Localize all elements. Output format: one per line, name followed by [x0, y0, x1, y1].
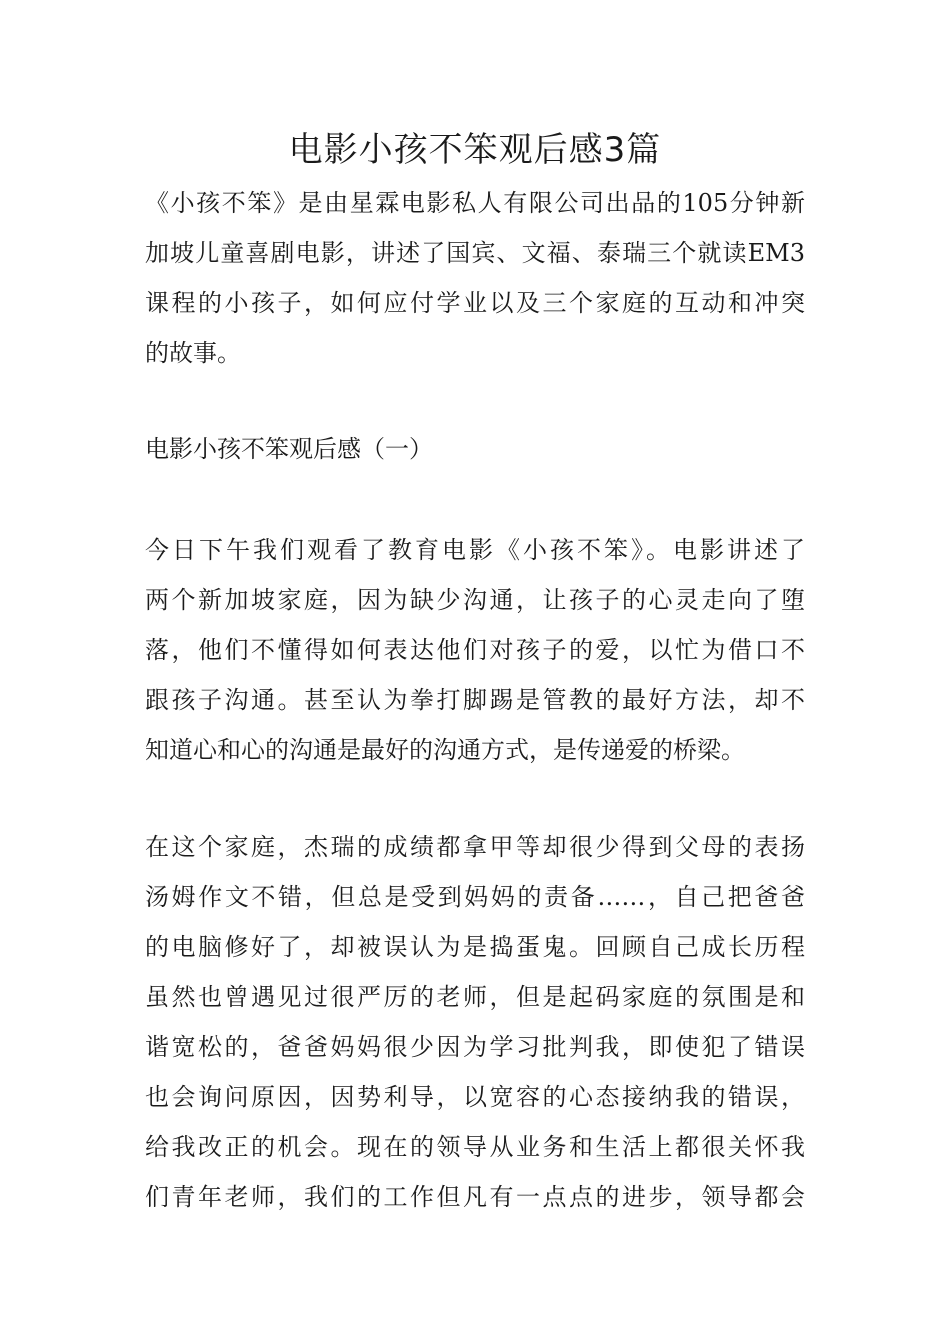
paragraph-line: 跟孩子沟通。甚至认为拳打脚踢是管教的最好方法，却不	[145, 686, 805, 714]
paragraph-line: 今日下午我们观看了教育电影《小孩不笨》。电影讲述了	[145, 536, 805, 564]
intro-paragraph	[145, 178, 805, 378]
paragraph-line: 谐宽松的，爸爸妈妈很少因为学习批判我，即使犯了错误	[145, 1033, 805, 1061]
paragraph-line: 也会询问原因，因势利导，以宽容的心态接纳我的错误，	[145, 1083, 805, 1111]
paragraph-line: 课程的小孩子，如何应付学业以及三个家庭的互动和冲突	[145, 289, 805, 317]
body-paragraph-1	[145, 525, 805, 775]
paragraph-line: 汤姆作文不错，但总是受到妈妈的责备……，自己把爸爸	[145, 883, 805, 911]
paragraph-line: 《小孩不笨》是由星霖电影私人有限公司出品的105分钟新	[145, 189, 805, 217]
section-heading	[145, 424, 805, 474]
body-paragraph-2	[145, 822, 805, 1222]
paragraph-line: 虽然也曾遇见过很严厉的老师，但是起码家庭的氛围是和	[145, 983, 805, 1011]
paragraph-line: 落，他们不懂得如何表达他们对孩子的爱，以忙为借口不	[145, 636, 805, 664]
paragraph-line: 的故事。	[145, 339, 241, 367]
paragraph-line: 在这个家庭，杰瑞的成绩都拿甲等却很少得到父母的表扬	[145, 833, 805, 861]
paragraph-line: 知道心和心的沟通是最好的沟通方式，是传递爱的桥梁。	[145, 736, 745, 764]
paragraph-line: 两个新加坡家庭，因为缺少沟通，让孩子的心灵走向了堕	[145, 586, 805, 614]
page-title: 电影小孩不笨观后感3篇	[288, 130, 662, 170]
paragraph-line: 们青年老师，我们的工作但凡有一点点的进步，领导都会	[145, 1183, 805, 1211]
paragraph-line: 加坡儿童喜剧电影，讲述了国宾、文福、泰瑞三个就读EM3	[145, 239, 805, 267]
section-heading-text: 电影小孩不笨观后感（一）	[145, 435, 433, 463]
paragraph-line: 给我改正的机会。现在的领导从业务和生活上都很关怀我	[145, 1133, 805, 1161]
paragraph-line: 的电脑修好了，却被误认为是捣蛋鬼。回顾自己成长历程	[145, 933, 805, 961]
